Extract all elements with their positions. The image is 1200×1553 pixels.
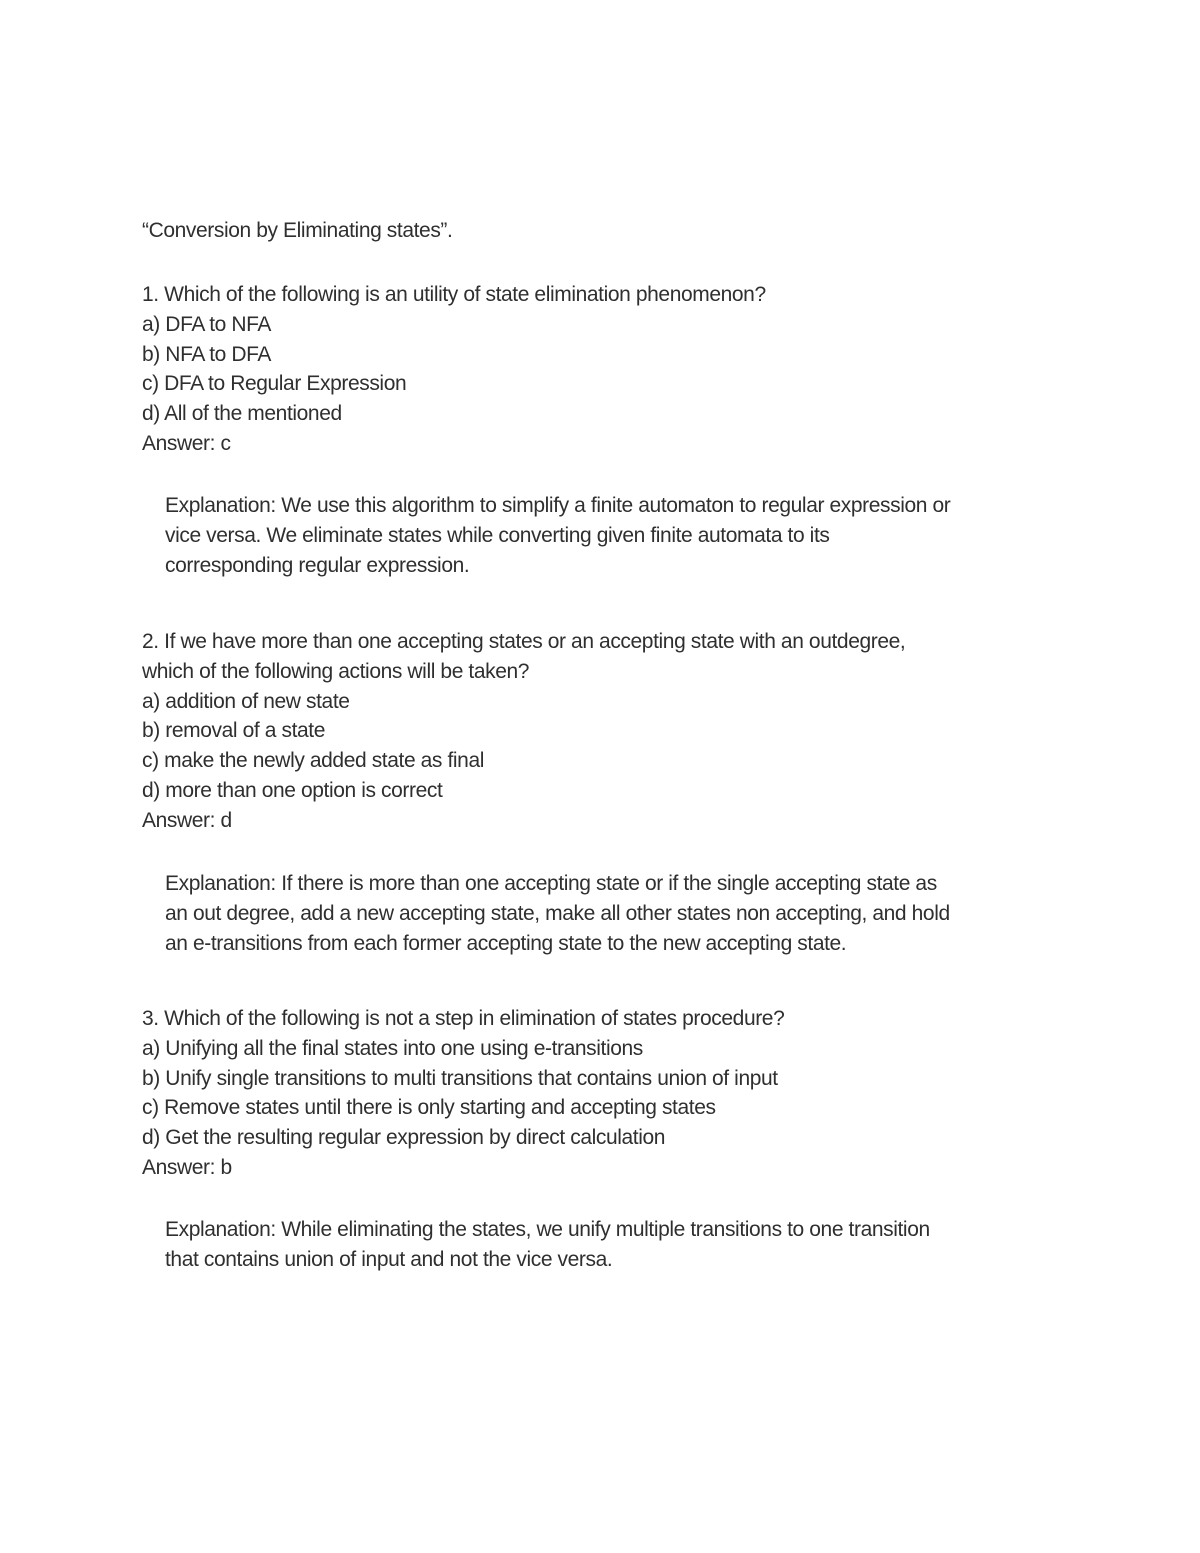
question-3-option-c: c) Remove states until there is only starting and accepting states <box>142 1096 716 1120</box>
explanation-line: Explanation: We use this algorithm to simplify a finite automaton to regular expression or <box>165 494 951 517</box>
question-3-answer: Answer: b <box>142 1155 232 1179</box>
explanation-line: that contains union of input and not the vice versa. <box>165 1247 613 1271</box>
question-2 <box>142 627 905 836</box>
question-2-option-b: b) removal of a state <box>142 719 326 743</box>
question-1-option-a: a) DFA to NFA <box>142 312 272 336</box>
question-2-answer: Answer: d <box>142 808 232 832</box>
question-2-explanation <box>165 869 950 958</box>
explanation-line: corresponding regular expression. <box>165 553 470 577</box>
explanation-line: Explanation: If there is more than one accepting state or if the single accepting state as <box>165 872 937 895</box>
question-1 <box>142 280 766 459</box>
question-3-option-b: b) Unify single transitions to multi transitions that contains union of input <box>142 1066 778 1090</box>
question-1-option-d: d) All of the mentioned <box>142 402 342 426</box>
question-3-option-a: a) Unifying all the final states into one using e-transitions <box>142 1036 643 1060</box>
question-1-text: 1. Which of the following is an utility of state elimination phenomenon? <box>142 283 766 306</box>
explanation-line: Explanation: While eliminating the states, we unify multiple transitions to one transition <box>165 1218 930 1241</box>
explanation-line: an e-transitions from each former accepting state to the new accepting state. <box>165 931 847 955</box>
question-2-text: which of the following actions will be taken? <box>142 659 530 683</box>
question-3 <box>142 1004 784 1183</box>
question-3-text: 3. Which of the following is not a step in elimination of states procedure? <box>142 1007 785 1030</box>
explanation-line: an out degree, add a new accepting state, make all other states non accepting, and hold <box>165 901 950 925</box>
explanation-line: vice versa. We eliminate states while converting given finite automata to its <box>165 523 830 547</box>
question-1-answer: Answer: c <box>142 431 231 455</box>
question-1-option-b: b) NFA to DFA <box>142 342 272 366</box>
question-2-option-d: d) more than one option is correct <box>142 778 443 802</box>
document-title: “Conversion by Eliminating states”. <box>142 219 453 242</box>
question-1-explanation <box>165 491 950 580</box>
question-2-option-c: c) make the newly added state as final <box>142 749 484 773</box>
question-1-option-c: c) DFA to Regular Expression <box>142 372 407 396</box>
question-2-option-a: a) addition of new state <box>142 689 350 713</box>
question-2-text: 2. If we have more than one accepting states or an accepting state with an outdegree, <box>142 630 906 653</box>
question-3-explanation <box>165 1215 930 1275</box>
question-3-option-d: d) Get the resulting regular expression by direct calculation <box>142 1126 666 1150</box>
